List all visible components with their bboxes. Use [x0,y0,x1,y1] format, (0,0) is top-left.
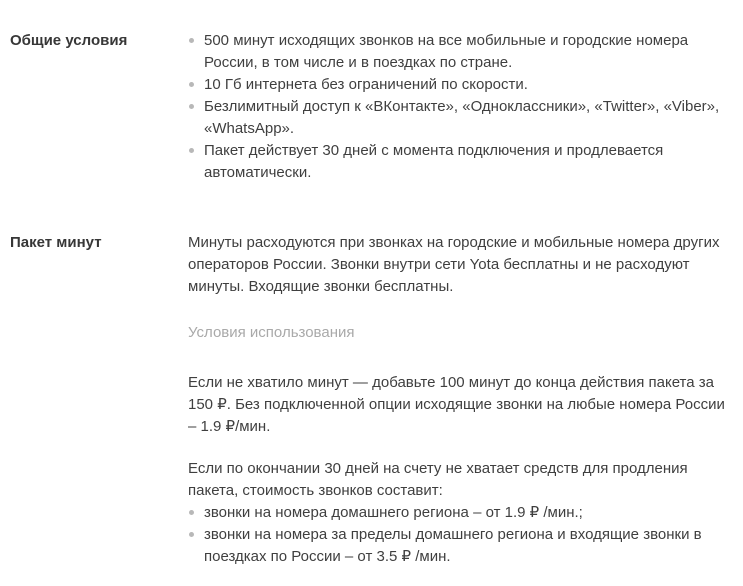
paragraph-renewal-conditions: Если по окончании 30 дней на счету не хватает средств для продления пакета, стоимость звонков составит: [188,460,688,499]
call-cost-list [188,502,737,568]
list-item-internet: 10 Гб интернета без ограничений по скорости. [188,74,737,96]
list-item-home-region-calls: звонки на номера домашнего региона – от 1.9 ₽ /мин.; [188,502,737,524]
minutes-package-content [188,232,737,568]
list-item-outside-region-calls: звонки на номера за пределы домашнего региона и входящие звонки в поездках по России – от 3.5 ₽ /мин. [188,524,737,568]
section-minutes-package [10,232,743,568]
section-label-minutes-package: Пакет минут [10,234,102,251]
list-item-unlimited-apps: Безлимитный доступ к «ВКонтакте», «Одноклассники», «Twitter», «Viber», «WhatsApp». [188,96,737,140]
list-item-package-duration: Пакет действует 30 дней с момента подключения и продлевается автоматически. [188,140,737,184]
general-terms-list [188,30,737,184]
paragraph-minutes-usage: Минуты расходуются при звонках на городские и мобильные номера других операторов России. Звонки внутри сети Yota бесплатны и не расходуют минуты. Входящие звонки бесплатны. [188,234,720,295]
section-general-terms [10,30,743,184]
paragraph-add-minutes-option: Если не хватило минут — добавьте 100 минут до конца действия пакета за 150 ₽. Без подключенной опции исходящие звонки на любые номера России – 1.9 ₽/мин. [188,374,725,435]
section-label-general-terms: Общие условия [10,32,128,49]
general-terms-content [188,30,737,184]
list-item-minutes: 500 минут исходящих звонков на все мобильные и городские номера России, в том числе и в поездках по стране. [188,30,737,74]
subheading-usage-terms: Условия использования [188,324,355,341]
